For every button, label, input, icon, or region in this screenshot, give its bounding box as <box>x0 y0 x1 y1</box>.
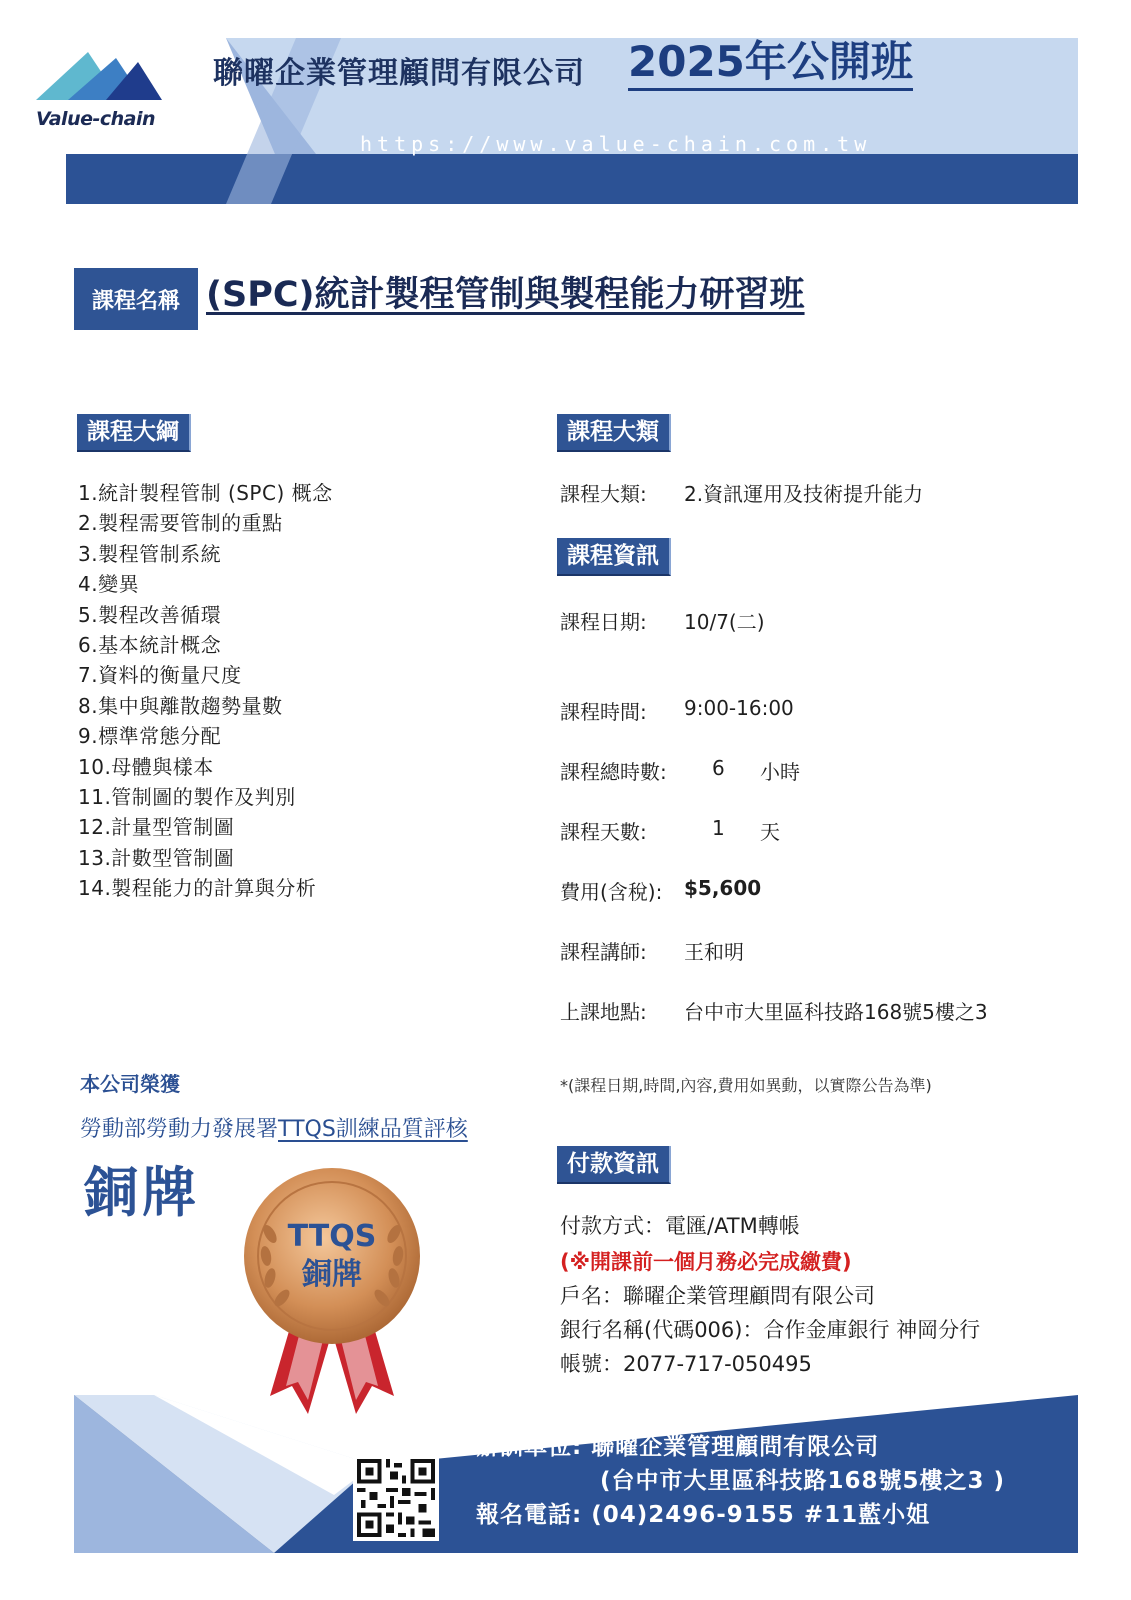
honor-line2 <box>80 1112 468 1143</box>
teacher-label: 課程講師: <box>560 940 647 964</box>
outline-item: 1.統計製程管制 (SPC) 概念 <box>78 481 333 505</box>
days-label: 課程天數: <box>560 820 647 844</box>
hours-row <box>560 756 800 785</box>
honor-line1: 本公司榮獲 <box>80 1072 180 1096</box>
outline-item: 6.基本統計概念 <box>78 632 222 657</box>
website-link[interactable]: https://www.value-chain.com.tw <box>360 132 872 156</box>
ttqs-bronze-medal-icon <box>232 1164 432 1430</box>
payment-heading: 付款資訊 <box>557 1146 671 1184</box>
qr-code-icon[interactable] <box>353 1455 439 1541</box>
outline-item: 13.計數型管制圖 <box>78 845 235 870</box>
outline-item: 12.計量型管制圖 <box>78 815 235 840</box>
time-value: 9:00-16:00 <box>684 696 794 720</box>
disclaimer-note: *(課程日期,時間,內容,費用如異動，以實際公告為準) <box>560 1076 932 1095</box>
outline-item: 11.管制圖的製作及判別 <box>78 784 296 809</box>
footer-address: (台中市大里區科技路168號5樓之3 ) <box>600 1468 1006 1494</box>
days-row <box>560 816 780 845</box>
fee-row <box>560 876 762 905</box>
honor-line2-prefix: 勞動部勞動力發展署 <box>80 1117 279 1142</box>
hours-value: 6 <box>712 756 725 780</box>
hours-unit: 小時 <box>760 760 800 784</box>
outline-item: 8.集中與離散趨勢量數 <box>78 693 283 718</box>
outline-list <box>78 478 333 903</box>
bronze-title: 銅牌 <box>84 1161 200 1224</box>
honor-line2-underlined: TTQS訓練品質評核 <box>278 1117 468 1142</box>
account-number: 帳號：2077-717-050495 <box>560 1352 812 1376</box>
outline-item: 2.製程需要管制的重點 <box>78 511 283 536</box>
category-label: 課程大類: <box>560 482 647 506</box>
category-heading: 課程大類 <box>557 414 671 452</box>
outline-item: 9.標準常態分配 <box>78 724 222 749</box>
date-value: 10/7(二) <box>684 610 765 634</box>
footer-organizer: 辦訓單位: 聯曜企業管理顧問有限公司 <box>476 1434 880 1460</box>
days-value: 1 <box>712 816 725 840</box>
teacher-row <box>560 936 744 965</box>
outline-item: 10.母體與樣本 <box>78 754 214 779</box>
account-name: 戶名：聯曜企業管理顧問有限公司 <box>560 1284 875 1308</box>
course-title: (SPC)統計製程管制與製程能力研習班 <box>206 275 805 315</box>
fee-label: 費用(含稅): <box>560 880 663 904</box>
time-row <box>560 696 794 725</box>
date-row <box>560 606 765 635</box>
medal-text-line1: TTQS <box>287 1219 377 1254</box>
course-name-label: 課程名稱 <box>74 268 198 330</box>
days-unit: 天 <box>760 820 780 844</box>
location-row <box>560 996 988 1025</box>
category-value: 2.資訊運用及技術提升能力 <box>684 482 924 506</box>
footer-phone[interactable]: 報名電話: (04)2496-9155 #11藍小姐 <box>476 1502 931 1528</box>
hours-label: 課程總時數: <box>560 760 667 784</box>
payment-warning: (※開課前一個月務必完成繳費) <box>560 1250 852 1274</box>
time-label: 課程時間: <box>560 700 647 724</box>
outline-heading: 課程大綱 <box>77 414 191 452</box>
bank-name: 銀行名稱(代碼006)：合作金庫銀行 神岡分行 <box>560 1318 981 1342</box>
payment-method: 付款方式：電匯/ATM轉帳 <box>560 1214 800 1238</box>
outline-item: 5.製程改善循環 <box>78 602 222 627</box>
medal-text-line2: 銅牌 <box>302 1257 362 1292</box>
location-label: 上課地點: <box>560 1000 647 1024</box>
logo-text: Value-chain <box>36 108 156 130</box>
teacher-value: 王和明 <box>684 940 744 964</box>
outline-item: 14.製程能力的計算與分析 <box>78 876 317 901</box>
location-value: 台中市大里區科技路168號5樓之3 <box>684 1000 988 1024</box>
outline-item: 7.資料的衡量尺度 <box>78 663 242 688</box>
year-title: 2025年公開班 <box>628 36 913 91</box>
outline-item: 4.變異 <box>78 572 140 597</box>
fee-value: $5,600 <box>684 876 762 900</box>
category-row <box>560 478 924 507</box>
info-heading: 課程資訊 <box>557 538 671 576</box>
company-name: 聯曜企業管理顧問有限公司 <box>213 56 585 91</box>
outline-item: 3.製程管制系統 <box>78 541 222 566</box>
date-label: 課程日期: <box>560 610 647 634</box>
